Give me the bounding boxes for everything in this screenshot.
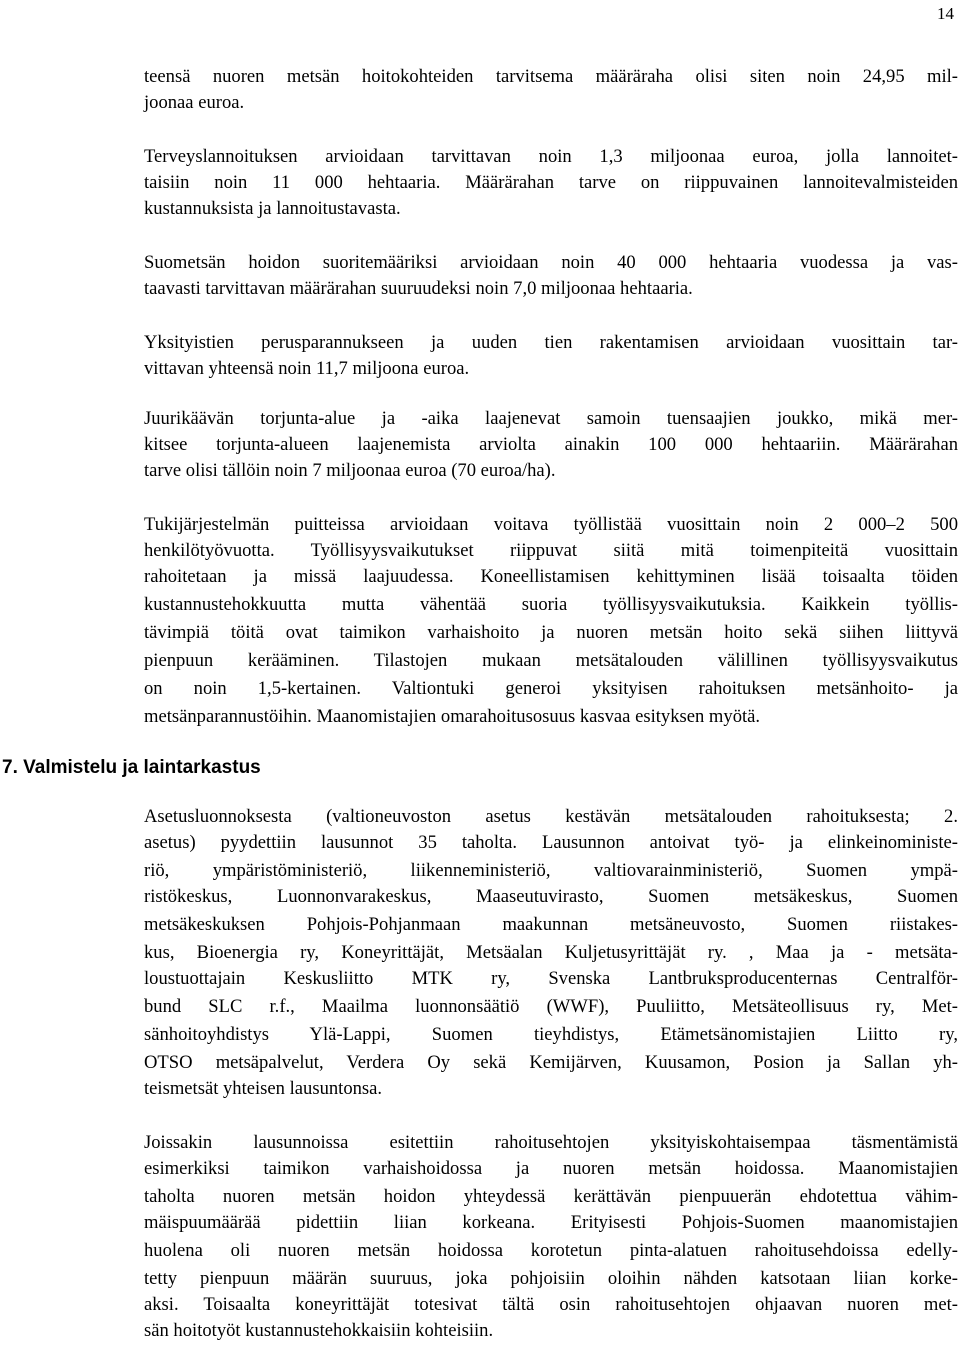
text-line: Suometsän hoidon suoritemääriksi arvioidaan noin 40 000 hehtaaria vuodessa ja vas- <box>144 252 958 273</box>
text-line: sänhoitoyhdistys Ylä-Lappi, Suomen tieyhdistys, Etämetsänomistajien Liitto ry, <box>144 1024 958 1045</box>
section-heading: 7. Valmistelu ja laintarkastus <box>2 757 261 778</box>
text-line: kitsee torjunta-alueen laajenemista arviolta ainakin 100 000 hehtaariin. Määrärahan <box>144 434 958 455</box>
text-line: rahoitetaan ja missä laajuudessa. Koneellistamisen kehittyminen lisää toisaalta töiden <box>144 566 958 587</box>
text-line: vittavan yhteensä noin 11,7 miljoona euroa. <box>144 358 470 379</box>
text-line: kustannustehokkuutta mutta vähentää suoria työllisyysvaikutuksia. Kaikkein työllis- <box>144 594 958 615</box>
text-line: teensä nuoren metsän hoitokohteiden tarvitsema määräraha olisi siten noin 24,95 mil- <box>144 66 958 87</box>
text-line: huolena oli nuoren metsän hoidossa korotetun pinta-alatuen rahoitusehdoissa edelly- <box>144 1240 958 1261</box>
text-line: Tukijärjestelmän puitteissa arvioidaan voitava työllistää vuosittain noin 2 000–2 500 <box>144 514 958 535</box>
text-line: kustannuksista ja lannoitustavasta. <box>144 198 401 219</box>
text-line: tetty pienpuun määrän suuruus, joka pohjoisiin oloihin nähden katsotaan liian korke- <box>144 1268 958 1289</box>
text-line: tarve olisi tällöin noin 7 miljoonaa euroa (70 euroa/ha). <box>144 460 556 481</box>
text-line: Joissakin lausunnoissa esitettiin rahoitusehtojen yksityiskohtaisempaa täsmentämistä <box>144 1132 958 1153</box>
text-line: kus, Bioenergia ry, Koneyrittäjät, Metsäalan Kuljetusyrittäjät ry. , Maa ja - metsäta- <box>144 942 958 963</box>
page-number: 14 <box>937 4 954 23</box>
text-line: taisiin noin 11 000 hehtaaria. Määrärahan tarve on riippuvainen lannoitevalmisteiden <box>144 172 958 193</box>
text-line: henkilötyövuotta. Työllisyysvaikutukset riippuvat siitä mitä toimenpiteitä vuosittain <box>144 540 958 561</box>
text-line: Juurikäävän torjunta-alue ja -aika laajenevat samoin tuensaajien joukko, mikä mer- <box>144 408 958 429</box>
text-line: metsänparannustöihin. Maanomistajien omarahoitusosuus kasvaa esityksen myötä. <box>144 706 761 727</box>
text-line: joonaa euroa. <box>144 92 245 113</box>
text-line: loustuottajain Keskusliitto MTK ry, Svenska Lantbruksproducenternas Centralför- <box>144 968 958 989</box>
text-line: bund SLC r.f., Maailma luonnonsäätiö (WWF), Puuliitto, Metsäteollisuus ry, Met- <box>144 996 958 1017</box>
text-line: Yksityistien perusparannukseen ja uuden tien rakentamisen arvioidaan vuosittain tar- <box>144 332 958 353</box>
text-line: sän hoitotyöt kustannustehokkaisiin kohteisiin. <box>144 1320 494 1341</box>
text-line: asetus) pyydettiin lausunnot 35 taholta. Lausunnon antoivat työ- ja elinkeinoministe- <box>144 832 958 853</box>
text-line: taholta nuoren metsän hoidon yhteydessä kerättävän pienpuuerän ehdotettua vähim- <box>144 1186 958 1207</box>
text-line: OTSO metsäpalvelut, Verdera Oy sekä Kemijärven, Kuusamon, Posion ja Sallan yh- <box>144 1052 958 1073</box>
text-line: teismetsät yhteisen lausuntonsa. <box>144 1078 383 1099</box>
text-line: mäispuumäärää pidettiin liian korkeana. Erityisesti Pohjois-Suomen maanomistajien <box>144 1212 958 1233</box>
text-line: riö, ympäristöministeriö, liikenneministeriö, valtiovarainministeriö, Suomen ympä- <box>144 860 958 881</box>
text-line: metsäkeskuksen Pohjois-Pohjanmaan maakunnan metsäneuvosto, Suomen riistakes- <box>144 914 958 935</box>
text-line: aksi. Toisaalta koneyrittäjät totesivat tältä osin rahoitusehtojen ohjaavan nuoren met- <box>144 1294 958 1315</box>
text-line: Asetusluonnoksesta (valtioneuvoston asetus kestävän metsätalouden rahoituksesta; 2. <box>144 806 958 827</box>
text-line: taavasti tarvittavan määrärahan suuruudeksi noin 7,0 miljoonaa hehtaaria. <box>144 278 693 299</box>
text-line: pienpuun kerääminen. Tilastojen mukaan metsätalouden välillinen työllisyysvaikutus <box>144 650 958 671</box>
text-line: ristökeskus, Luonnonvarakeskus, Maaseutuvirasto, Suomen metsäkeskus, Suomen <box>144 886 958 907</box>
text-line: tävimpiä töitä ovat taimikon varhaishoito ja nuoren metsän hoito sekä siihen liittyvä <box>144 622 958 643</box>
text-line: on noin 1,5-kertainen. Valtiontuki generoi yksityisen rahoituksen metsänhoito- ja <box>144 678 958 699</box>
text-line: Terveyslannoituksen arvioidaan tarvittavan noin 1,3 miljoonaa euroa, jolla lannoitet- <box>144 146 958 167</box>
text-line: esimerkiksi taimikon varhaishoidossa ja nuoren metsän hoidossa. Maanomistajien <box>144 1158 958 1179</box>
